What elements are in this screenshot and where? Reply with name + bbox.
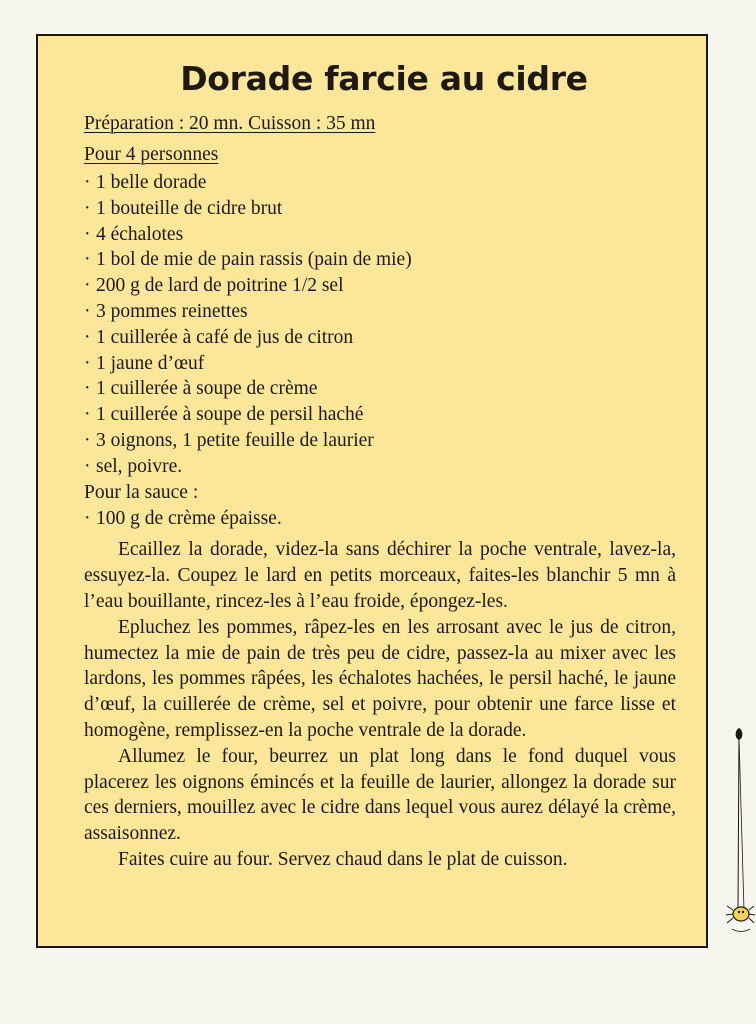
recipe-card xyxy=(36,34,708,948)
ingredient-text: 1 cuillerée à café de jus de citron xyxy=(96,326,354,348)
ingredient-item xyxy=(84,454,676,480)
spider-on-thread-icon xyxy=(722,724,756,944)
ingredient-item xyxy=(84,428,676,454)
ingredient-item xyxy=(84,247,676,273)
ingredient-text: 1 belle dorade xyxy=(96,172,207,193)
bullet-icon: · xyxy=(84,455,91,477)
ingredient-list xyxy=(84,170,676,480)
bullet-icon: · xyxy=(84,378,91,400)
sauce-ingredient-list xyxy=(84,506,676,532)
ingredient-item xyxy=(84,325,676,351)
recipe-title: Dorade farcie au cidre xyxy=(180,59,588,98)
ingredient-item xyxy=(84,222,676,248)
bullet-icon: · xyxy=(84,507,91,529)
ingredient-item xyxy=(84,351,676,377)
ingredient-text: 1 bouteille de cidre brut xyxy=(96,197,283,219)
bullet-icon: · xyxy=(84,352,91,374)
ingredient-text: 1 cuillerée à soupe de persil haché xyxy=(96,404,364,426)
ingredient-text: 1 bol de mie de pain rassis (pain de mie) xyxy=(96,249,412,271)
sauce-ingredient-item xyxy=(84,506,676,532)
ingredient-text: 200 g de lard de poitrine 1/2 sel xyxy=(96,275,344,297)
bullet-icon: · xyxy=(84,197,91,219)
bullet-icon: · xyxy=(84,223,91,245)
ingredient-text: 4 échalotes xyxy=(96,223,184,245)
sauce-heading: Pour la sauce : xyxy=(84,481,199,503)
bullet-icon: · xyxy=(84,404,91,426)
method-paragraph: Epluchez les pommes, râpez-les en les arrosant avec le jus de citron, humectez la mie de pain de très peu de cidre, passez-la au mixer avec les lardons, les pommes râpées, les échalotes hachées, le persil haché, le jaune d’œuf, la cuillerée de crème, sel et poivre, pour obtenir une farce lisse et homogène, remplissez-en la poche ventrale de la dorade. xyxy=(84,616,676,741)
recipe-timing: Préparation : 20 mn. Cuisson : 35 mn xyxy=(84,113,376,134)
ingredient-text: 1 jaune d’œuf xyxy=(96,352,205,374)
ingredient-text: sel, poivre. xyxy=(96,455,183,477)
ingredient-text: 3 oignons, 1 petite feuille de laurier xyxy=(96,429,374,451)
method-section xyxy=(84,537,676,872)
ingredient-item xyxy=(84,196,676,222)
ingredient-item xyxy=(84,170,676,196)
recipe-servings: Pour 4 personnes xyxy=(84,144,219,165)
bullet-icon: · xyxy=(84,249,91,271)
bullet-icon: · xyxy=(84,172,91,193)
method-paragraph: Faites cuire au four. Servez chaud dans le plat de cuisson. xyxy=(118,848,568,870)
bullet-icon: · xyxy=(84,300,91,322)
ingredient-item xyxy=(84,376,676,402)
ingredient-item xyxy=(84,273,676,299)
bullet-icon: · xyxy=(84,275,91,297)
method-paragraph: Ecaillez la dorade, videz-la sans déchirer la poche ventrale, lavez-la, essuyez-la. Coupez le lard en petits morceaux, faites-les blanchir 5 mn à l’eau bouillante, rincez-les à l’eau froide, épongez-les. xyxy=(84,539,676,612)
ingredient-text: 1 cuillerée à soupe de crème xyxy=(96,378,318,400)
bullet-icon: · xyxy=(84,429,91,451)
bullet-icon: · xyxy=(84,326,91,348)
method-paragraph: Allumez le four, beurrez un plat long dans le fond duquel vous placerez les oignons émincés et la feuille de laurier, allongez la dorade sur ces derniers, mouillez avec le cidre dans lequel vous aurez délayé la crème, assaisonnez. xyxy=(84,745,676,845)
sauce-ingredient-text: 100 g de crème épaisse. xyxy=(96,507,282,529)
ingredient-item xyxy=(84,299,676,325)
ingredient-text: 3 pommes reinettes xyxy=(96,300,248,322)
ingredient-item xyxy=(84,402,676,428)
